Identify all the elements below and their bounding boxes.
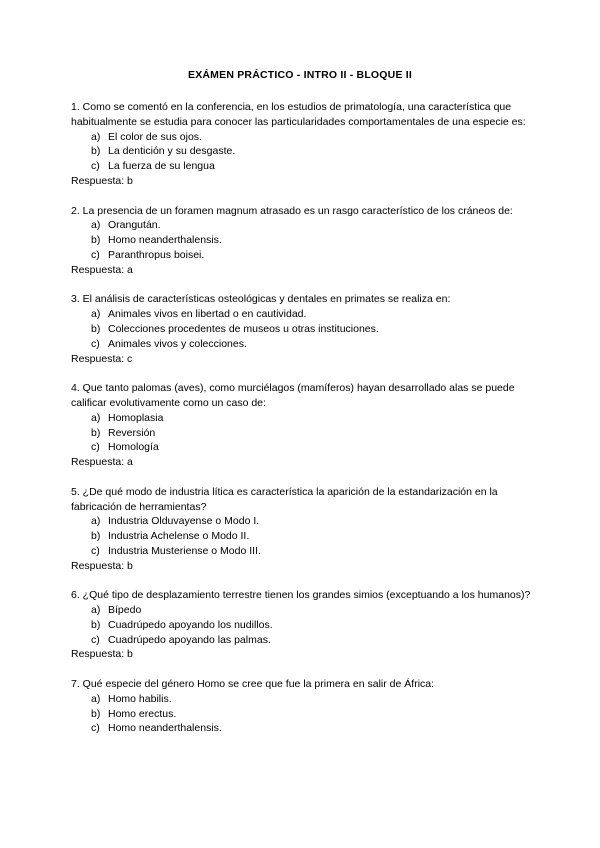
option-item — [71, 544, 531, 559]
page-title: EXÁMEN PRÁCTICO - INTRO II - BLOQUE II — [187, 69, 413, 81]
option-letter: c) — [91, 544, 100, 557]
option-letter: a) — [91, 308, 101, 321]
option-letter: a) — [91, 515, 101, 528]
option-text: Homología — [108, 441, 159, 454]
options-list — [71, 692, 531, 736]
option-item — [71, 514, 531, 529]
answer-label: Respuesta: — [71, 559, 128, 572]
option-text: Animales vivos y colecciones. — [108, 337, 247, 350]
question-text: 7. Qué especie del género Homo se cree que fue la primera en salir de África: — [71, 678, 435, 691]
options-list — [71, 514, 531, 558]
option-text: Cuadrúpedo apoyando las palmas. — [108, 633, 271, 646]
option-item — [71, 322, 531, 337]
option-letter: c) — [91, 441, 100, 454]
option-text: Industria Olduvayense o Modo I. — [108, 515, 260, 528]
option-item — [71, 440, 531, 455]
option-letter: b) — [91, 426, 101, 439]
question-text: 2. La presencia de un foramen magnum atrasado es un rasgo característico de los cráneos de: — [71, 204, 513, 217]
options-list — [71, 411, 531, 455]
option-item — [71, 692, 531, 707]
answer-value: c — [127, 352, 133, 365]
answer-line — [71, 647, 531, 662]
option-letter: b) — [91, 707, 101, 720]
option-item — [71, 130, 531, 145]
option-letter: a) — [91, 130, 101, 143]
option-text: Industria Musteriense o Modo III. — [108, 544, 261, 557]
option-item — [71, 159, 531, 174]
answer-label: Respuesta: — [71, 263, 128, 276]
option-text: La fuerza de su lengua — [108, 160, 215, 173]
option-item — [71, 144, 531, 159]
answer-label: Respuesta: — [71, 648, 128, 661]
answer-value: b — [127, 559, 133, 572]
option-letter: c) — [91, 633, 100, 646]
option-letter: b) — [91, 322, 101, 335]
question-block — [71, 677, 531, 736]
option-item — [71, 707, 531, 722]
answer-value: a — [127, 456, 133, 469]
option-item — [71, 337, 531, 352]
answer-value: b — [127, 648, 133, 661]
answer-label: Respuesta: — [71, 352, 128, 365]
option-item — [71, 618, 531, 633]
answer-label: Respuesta: — [71, 174, 128, 187]
question-text: 5. ¿De qué modo de industria lítica es característica la aparición de la estandarización en la fabricación de herramientas? — [71, 485, 498, 513]
question-text: 1. Como se comentó en la conferencia, en los estudios de primatología, una característica que habitualmente se estudia para conocer las particularidades comportamentales de una especie es: — [71, 101, 526, 128]
question-block — [71, 100, 531, 189]
option-letter: a) — [91, 411, 101, 424]
option-text: Paranthropus boisei. — [108, 248, 205, 261]
options-list — [71, 307, 531, 351]
option-text: Homo neanderthalensis. — [108, 722, 222, 735]
answer-line — [71, 263, 531, 278]
question-text: 6. ¿Qué tipo de desplazamiento terrestre tienen los grandes simios (exceptuando a los humanos)? — [71, 589, 531, 602]
option-item — [71, 633, 531, 648]
option-letter: c) — [91, 248, 100, 261]
option-text: Industria Achelense o Modo II. — [108, 530, 250, 543]
options-list — [71, 130, 531, 174]
option-letter: c) — [91, 160, 100, 173]
question-block — [71, 204, 531, 278]
option-item — [71, 307, 531, 322]
question-block — [71, 381, 531, 470]
options-list — [71, 218, 531, 262]
option-text: Animales vivos en libertad o en cautividad. — [108, 308, 307, 321]
option-letter: a) — [91, 219, 101, 232]
option-letter: c) — [91, 337, 100, 350]
option-letter: b) — [91, 145, 101, 158]
option-letter: a) — [91, 692, 101, 705]
option-item — [71, 426, 531, 441]
options-list — [71, 603, 531, 647]
option-item — [71, 233, 531, 248]
answer-line — [71, 174, 531, 189]
answer-value: b — [127, 174, 133, 187]
option-text: Reversión — [108, 426, 156, 439]
option-text: El color de sus ojos. — [108, 130, 202, 143]
answer-line — [71, 559, 531, 574]
option-text: Bípedo — [108, 604, 142, 617]
option-item — [71, 411, 531, 426]
option-item — [71, 218, 531, 233]
option-text: Cuadrúpedo apoyando los nudillos. — [108, 618, 273, 631]
option-text: La dentición y su desgaste. — [108, 145, 236, 158]
option-letter: b) — [91, 234, 101, 247]
option-text: Colecciones procedentes de museos u otras instituciones. — [108, 322, 379, 335]
question-text: 3. El análisis de características osteológicas y dentales en primates se realiza en: — [71, 293, 451, 306]
option-text: Homo habilis. — [108, 692, 172, 705]
question-text: 4. Que tanto palomas (aves), como murciélagos (mamíferos) hayan desarrollado alas se puede calificar evolutivamente como un caso de: — [71, 382, 515, 409]
answer-line — [71, 352, 531, 367]
option-text: Homo erectus. — [108, 707, 177, 720]
answer-line — [71, 455, 531, 470]
option-item — [71, 529, 531, 544]
option-letter: a) — [91, 604, 101, 617]
question-block — [71, 588, 531, 662]
option-text: Orangután. — [108, 219, 161, 232]
answer-label: Respuesta: — [71, 456, 128, 469]
option-text: Homoplasia — [108, 411, 164, 424]
question-list — [71, 100, 531, 751]
question-block — [71, 292, 531, 366]
option-item — [71, 248, 531, 263]
option-letter: b) — [91, 530, 101, 543]
option-text: Homo neanderthalensis. — [108, 234, 222, 247]
option-letter: b) — [91, 618, 101, 631]
option-letter: c) — [91, 722, 100, 735]
option-item — [71, 603, 531, 618]
option-item — [71, 721, 531, 736]
question-block — [71, 485, 531, 574]
answer-value: a — [127, 263, 133, 276]
